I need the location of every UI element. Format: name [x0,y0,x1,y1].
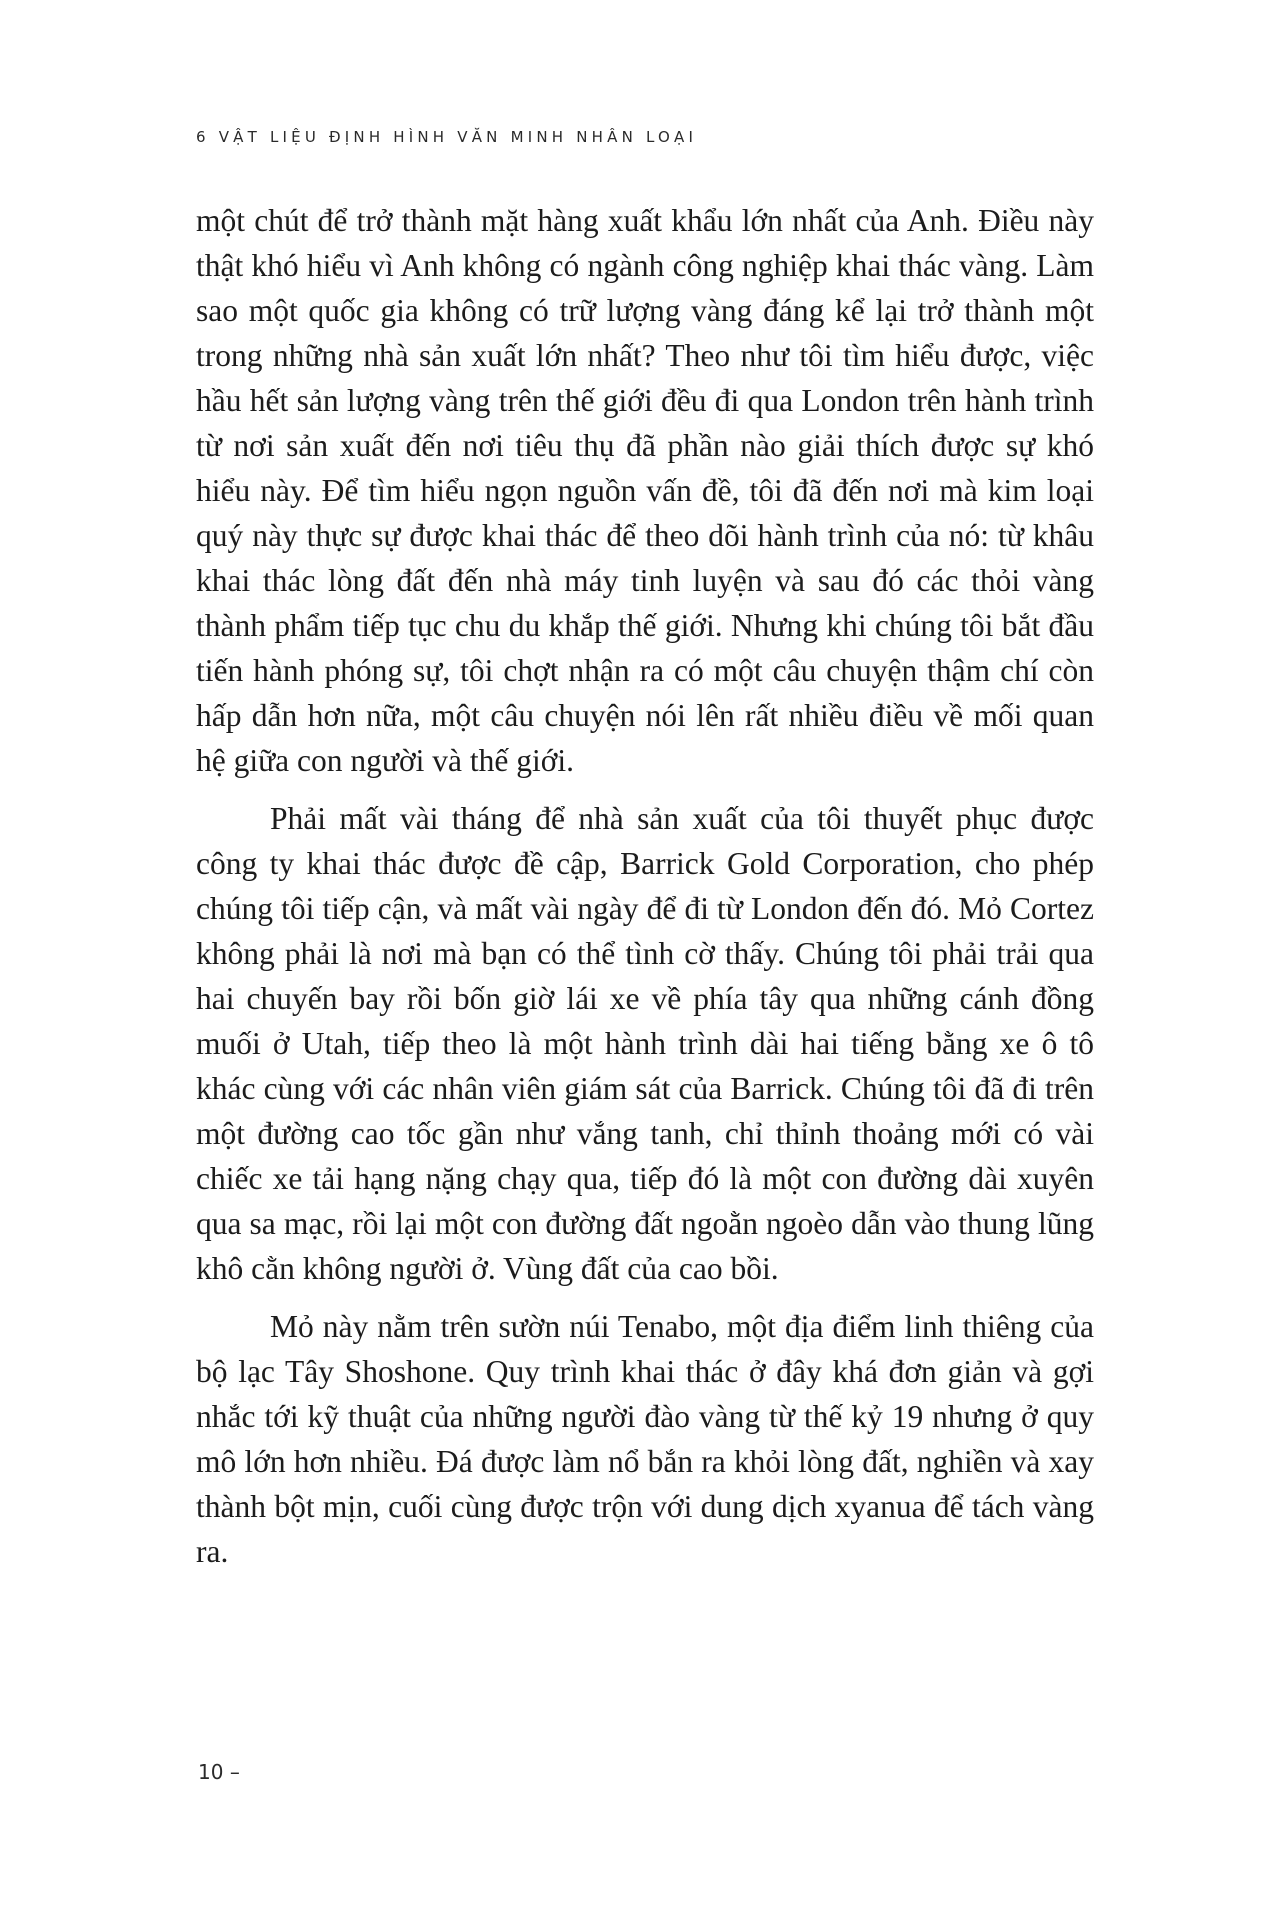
folio-dash: – [229,1760,240,1784]
page-number: 10 [198,1760,224,1784]
body-text [196,198,1094,1587]
page-folio [198,1760,240,1784]
running-header: 6 VẬT LIỆU ĐỊNH HÌNH VĂN MINH NHÂN LOẠI [196,128,698,146]
paragraph-3: Mỏ này nằm trên sườn núi Tenabo, một địa điểm linh thiêng của bộ lạc Tây Shoshone. Quy trình khai thác ở đây khá đơn giản và gợi nhắc tới kỹ thuật của những người đào vàng từ thế kỷ 19 nhưng ở quy mô lớn hơn nhiều. Đá được làm nổ bắn ra khỏi lòng đất, nghiền và xay thành bột mịn, cuối cùng được trộn với dung dịch xyanua để tách vàng ra. [196,1309,1094,1569]
paragraph-1: một chút để trở thành mặt hàng xuất khẩu lớn nhất của Anh. Điều này thật khó hiểu vì Anh không có ngành công nghiệp khai thác vàng. Làm sao một quốc gia không có trữ lượng vàng đáng kể lại trở thành một trong những nhà sản xuất lớn nhất? Theo như tôi tìm hiểu được, việc hầu hết sản lượng vàng trên thế giới đều đi qua London trên hành trình từ nơi sản xuất đến nơi tiêu thụ đã phần nào giải thích được sự khó hiểu này. Để tìm hiểu ngọn nguồn vấn đề, tôi đã đến nơi mà kim loại quý này thực sự được khai thác để theo dõi hành trình của nó: từ khâu khai thác lòng đất đến nhà máy tinh luyện và sau đó các thỏi vàng thành phẩm tiếp tục chu du khắp thế giới. Nhưng khi chúng tôi bắt đầu tiến hành phóng sự, tôi chợt nhận ra có một câu chuyện thậm chí còn hấp dẫn hơn nữa, một câu chuyện nói lên rất nhiều điều về mối quan hệ giữa con người và thế giới. [196,203,1094,778]
paragraph-2: Phải mất vài tháng để nhà sản xuất của tôi thuyết phục được công ty khai thác được đề cập, Barrick Gold Corporation, cho phép chúng tôi tiếp cận, và mất vài ngày để đi từ London đến đó. Mỏ Cortez không phải là nơi mà bạn có thể tình cờ thấy. Chúng tôi phải trải qua hai chuyến bay rồi bốn giờ lái xe về phía tây qua những cánh đồng muối ở Utah, tiếp theo là một hành trình dài hai tiếng bằng xe ô tô khác cùng với các nhân viên giám sát của Barrick. Chúng tôi đã đi trên một đường cao tốc gần như vắng tanh, chỉ thỉnh thoảng mới có vài chiếc xe tải hạng nặng chạy qua, tiếp đó là một con đường dài xuyên qua sa mạc, rồi lại một con đường đất ngoằn ngoèo dẫn vào thung lũng khô cằn không người ở. Vùng đất của cao bồi. [196,801,1094,1286]
